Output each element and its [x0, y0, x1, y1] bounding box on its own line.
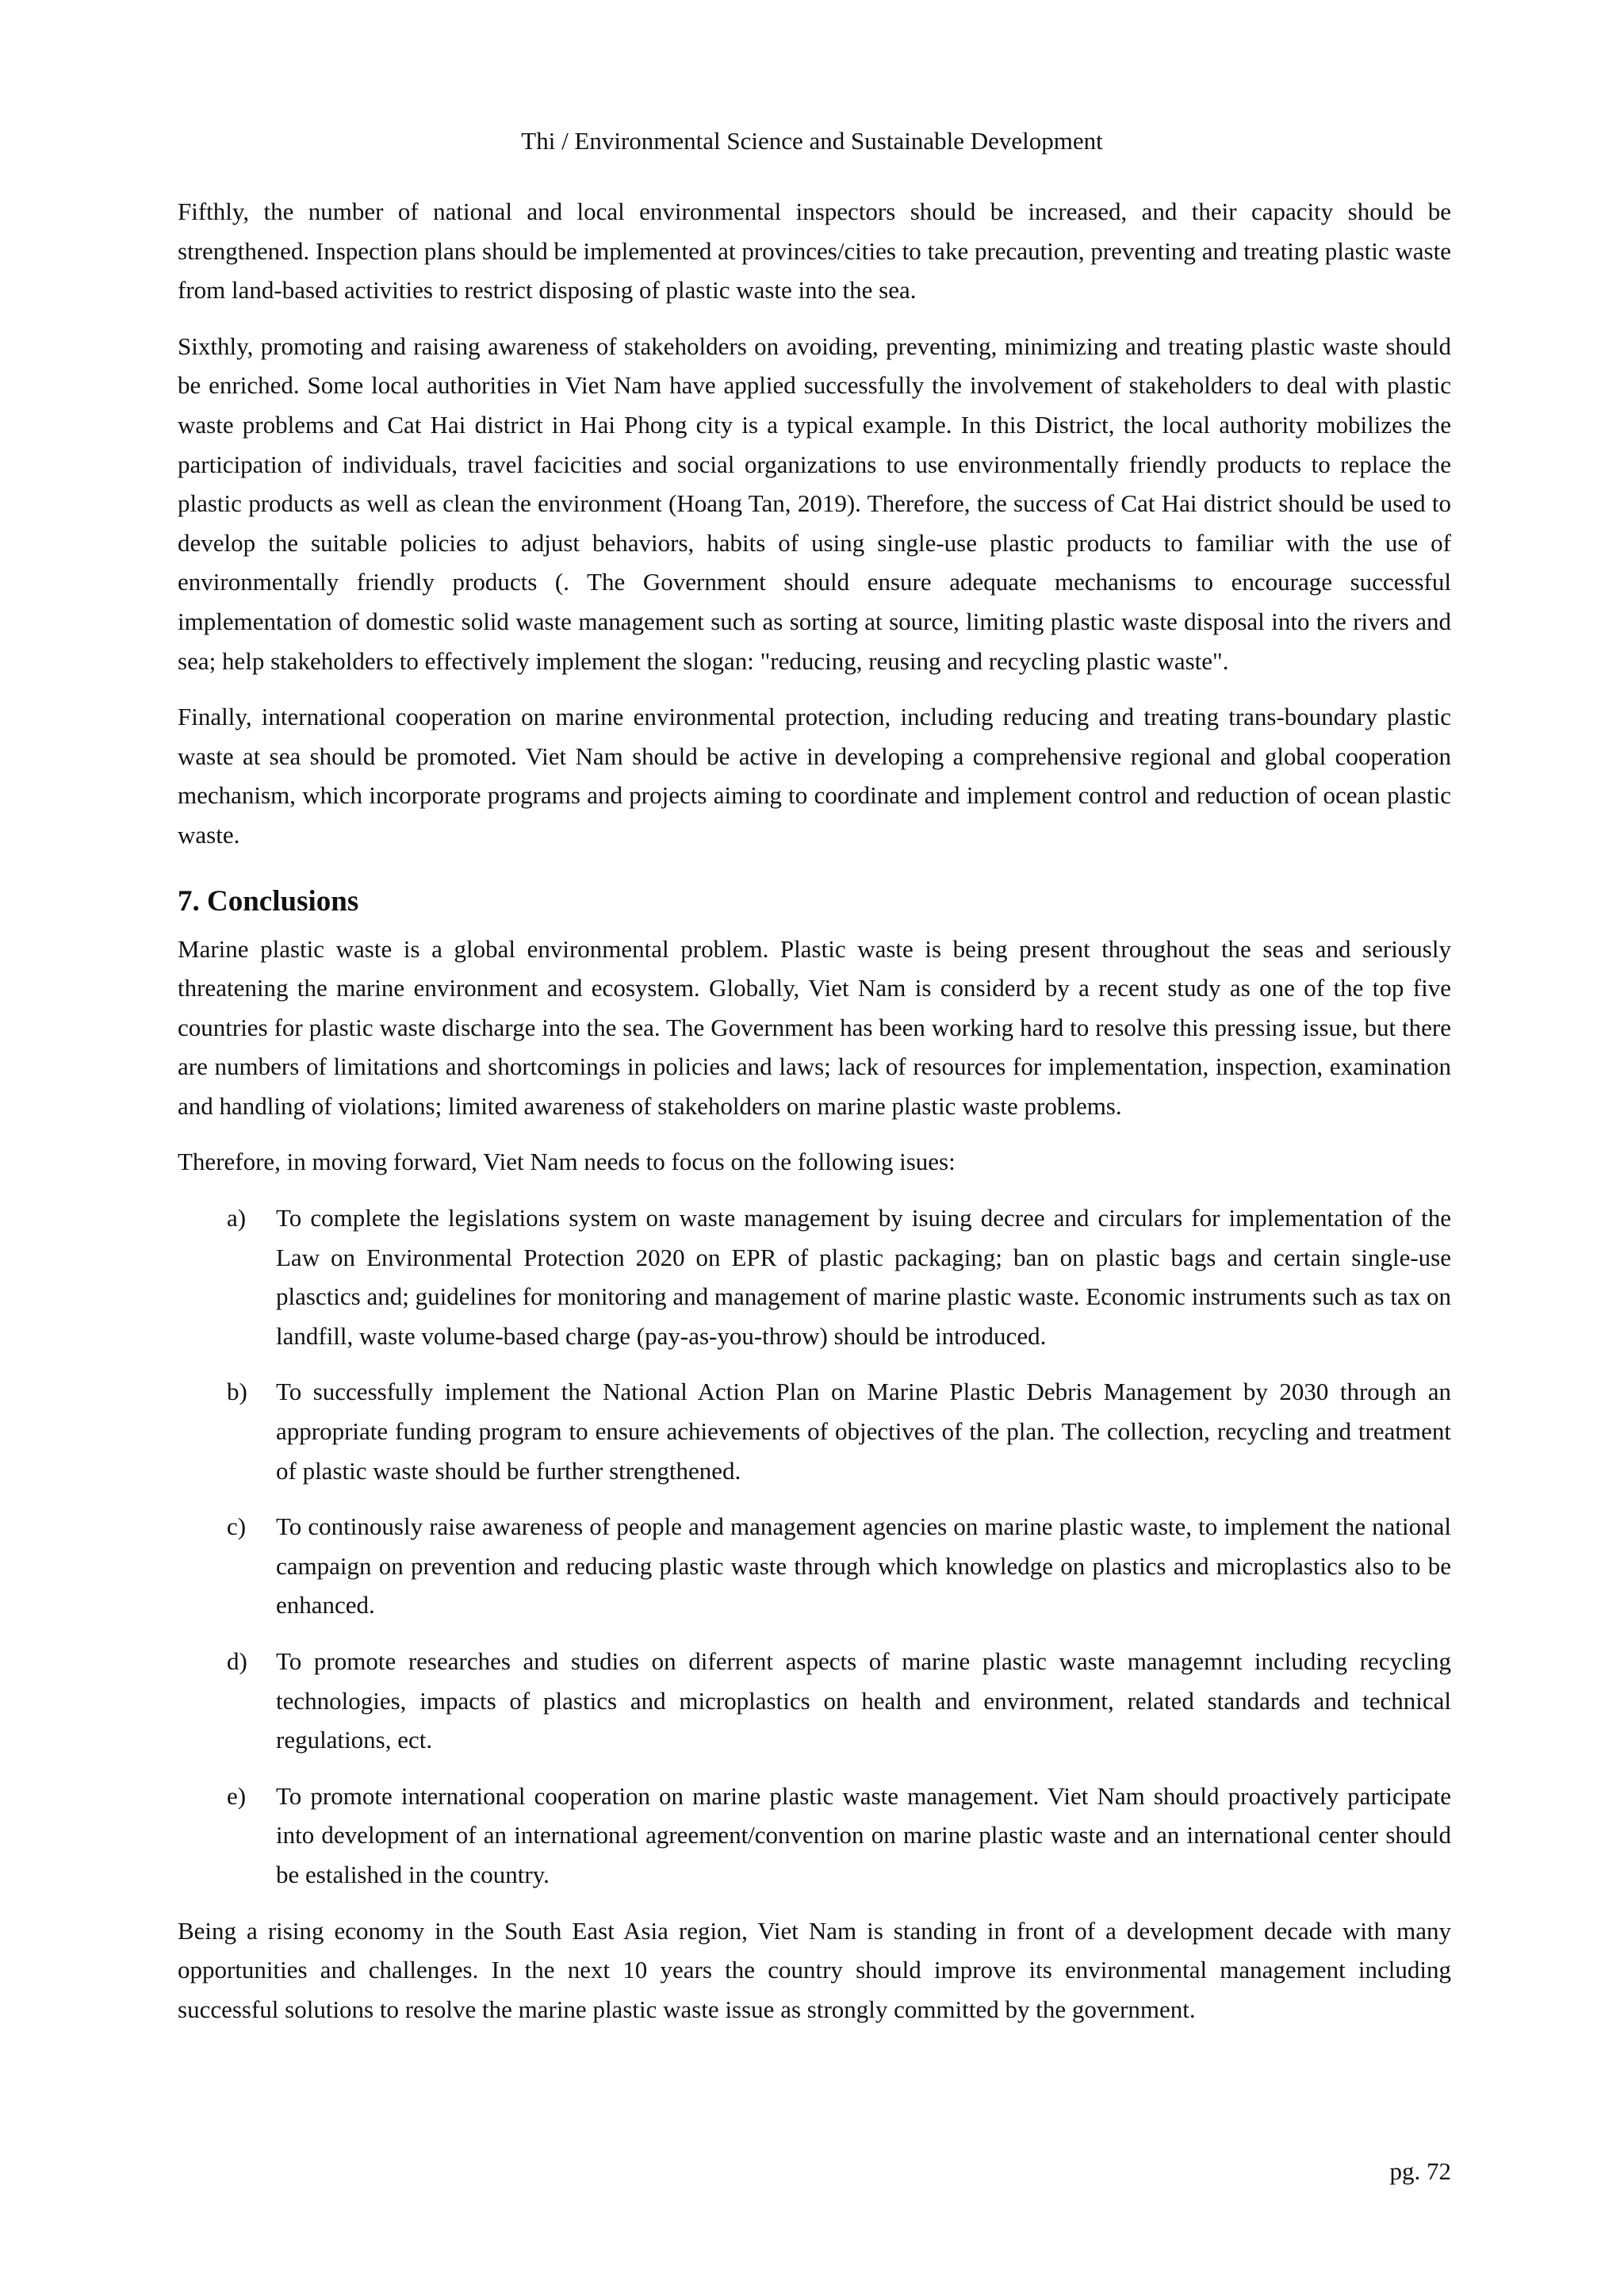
running-header: Thi / Environmental Science and Sustainable Development: [521, 127, 1103, 155]
list-marker: e): [227, 1781, 247, 1810]
list-item: [178, 1507, 1451, 1625]
list-item-text: To complete the legislations system on waste management by isuing decree and circulars for implementation of the Law on Environmental Protection 2020 on EPR of plastic packaging; ban on plastic bags and certain single-use plasctics and; guidelines for monitoring and management of marine plastic waste. Economic instruments such as tax on landfill, waste volume-based charge (pay-as-you-throw) should be introduced.: [276, 1204, 1451, 1350]
list-marker: c): [227, 1512, 247, 1541]
list-item-text: To successfully implement the National Action Plan on Marine Plastic Debris Management by 2030 through an appropriate funding program to ensure achievements of objectives of the plan. The collection, recycling and treatment of plastic waste should be further strengthened.: [276, 1378, 1451, 1485]
issues-list: [178, 1198, 1451, 1895]
list-marker: b): [227, 1378, 247, 1406]
list-marker: a): [227, 1204, 247, 1232]
paragraph-conclusions-lead-in: Therefore, in moving forward, Viet Nam needs to focus on the following isues:: [178, 1148, 956, 1176]
list-item-text: To promote international cooperation on marine plastic waste management. Viet Nam should proactively participate into development of an international agreement/convention on marine plastic waste and an international center should be estalished in the country.: [276, 1781, 1451, 1888]
paragraph-finally: Finally, international cooperation on marine environmental protection, including reducing and treating trans-boundary plastic waste at sea should be promoted. Viet Nam should be active in developing a comprehensive regional and global cooperation mechanism, which incorporate programs and projects aiming to coordinate and implement control and reduction of ocean plastic waste.: [178, 703, 1451, 849]
list-item-text: To continously raise awareness of people and management agencies on marine plastic waste, to implement the national campaign on prevention and reducing plastic waste through which knowledge on plastics and microplastics also to be enhanced.: [276, 1512, 1451, 1619]
section-heading-conclusions: 7. Conclusions: [178, 884, 359, 918]
list-marker: d): [227, 1647, 247, 1675]
paragraph-conclusions-intro: Marine plastic waste is a global environmental problem. Plastic waste is being present throughout the seas and seriously threatening the marine environment and ecosystem. Globally, Viet Nam is considerd by a recent study as one of the top five countries for plastic waste discharge into the sea. The Government has been working hard to resolve this pressing issue, but there are numbers of limitations and shortcomings in policies and laws; lack of resources for implementation, inspection, examination and handling of violations; limited awareness of stakeholders on marine plastic waste problems.: [178, 934, 1451, 1120]
list-item: [178, 1642, 1451, 1760]
paragraph-fifthly: Fifthly, the number of national and local environmental inspectors should be increased, and their capacity should be strengthened. Inspection plans should be implemented at provinces/cities to take precaution, preventing and treating plastic waste from land-based activities to restrict disposing of plastic waste into the sea.: [178, 197, 1451, 305]
paragraph-sixthly: Sixthly, promoting and raising awareness of stakeholders on avoiding, preventing, minimizing and treating plastic waste should be enriched. Some local authorities in Viet Nam have applied successfully the involvement of stakeholders to deal with plastic waste problems and Cat Hai district in Hai Phong city is a typical example. In this District, the local authority mobilizes the participation of individuals, travel facicities and social organizations to use environmentally friendly products to replace the plastic products as well as clean the environment (Hoang Tan, 2019). Therefore, the success of Cat Hai district should be used to develop the suitable policies to adjust behaviors, habits of using single-use plastic products to familiar with the use of environmentally friendly products (. The Government should ensure adequate mechanisms to encourage successful implementation of domestic solid waste management such as sorting at source, limiting plastic waste disposal into the rivers and sea; help stakeholders to effectively implement the slogan: "reducing, reusing and recycling plastic waste".: [178, 332, 1451, 675]
page-number: pg. 72: [1389, 2157, 1451, 2185]
list-item: [178, 1198, 1451, 1355]
list-item-text: To promote researches and studies on diferrent aspects of marine plastic waste managemnt including recycling technologies, impacts of plastics and microplastics on health and environment, related standards and technical regulations, ect.: [276, 1647, 1451, 1754]
list-item: [178, 1777, 1451, 1895]
list-item: [178, 1372, 1451, 1490]
page-body: [178, 192, 1451, 2045]
paragraph-conclusions-closing: Being a rising economy in the South East Asia region, Viet Nam is standing in front of a development decade with many opportunities and challenges. In the next 10 years the country should improve its environmental management including successful solutions to resolve the marine plastic waste issue as strongly committed by the government.: [178, 1916, 1451, 2023]
